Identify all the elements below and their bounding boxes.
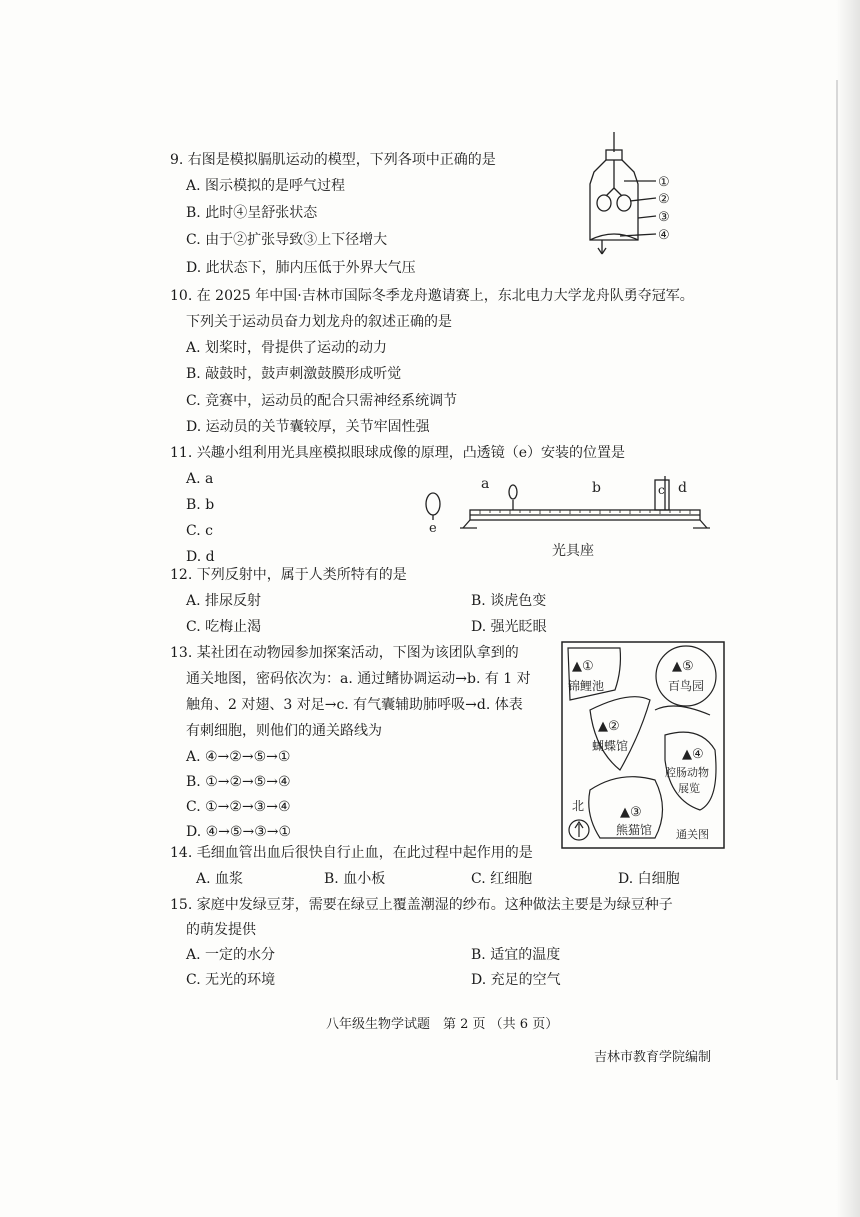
q13-zoo-map — [560, 640, 726, 850]
q13-stem-line3: 触角、2 对翅、3 对足→c. 有气囊辅助肺呼吸→d. 体表 — [186, 697, 523, 713]
q10-option-c: C. 竞赛中，运动员的配合只需神经系统调节 — [186, 393, 458, 409]
q11-option-a: A. a — [186, 471, 214, 487]
q11-position-d: d — [678, 480, 687, 496]
q12-option-d: D. 强光眨眼 — [471, 619, 547, 635]
q9-option-b: B. 此时④呈舒张状态 — [186, 205, 318, 221]
q11-optical-bench-figure — [415, 462, 715, 572]
q11-position-a: a — [481, 476, 490, 492]
q15-stem-line2: 的萌发提供 — [186, 922, 256, 938]
q15-option-b: B. 适宜的温度 — [471, 947, 561, 963]
q14-option-c: C. 红细胞 — [471, 871, 533, 887]
q11-stem: 11. 兴趣小组利用光具座模拟眼球成像的原理，凸透镜（e）安装的位置是 — [170, 445, 625, 461]
q15-stem-line1: 15. 家庭中发绿豆芽，需要在绿豆上覆盖潮湿的纱布。这种做法主要是为绿豆种子 — [170, 897, 673, 913]
q10-option-a: A. 划桨时，骨提供了运动的动力 — [186, 340, 388, 356]
q13-map-area-1: 锦鲤池 — [568, 679, 605, 693]
q15-option-a: A. 一定的水分 — [186, 947, 276, 963]
q15-option-c: C. 无光的环境 — [186, 972, 276, 988]
q11-option-d: D. d — [186, 549, 215, 565]
q15-option-d: D. 充足的空气 — [471, 972, 561, 988]
q9-figure-label-2: ② — [658, 192, 670, 207]
q14-option-a: A. 血浆 — [196, 871, 244, 887]
q14-stem: 14. 毛细血管出血后很快自行止血，在此过程中起作用的是 — [170, 845, 533, 861]
q13-map-area-5: 百鸟园 — [668, 679, 705, 693]
q11-option-b: B. b — [186, 497, 215, 513]
page-footer-center: 八年级生物学试题 第 2 页 （共 6 页） — [326, 1017, 559, 1032]
q13-map-area-4-line1: 腔肠动物 — [665, 766, 709, 779]
q12-option-a: A. 排尿反射 — [186, 593, 262, 609]
q12-stem: 12. 下列反射中，属于人类所特有的是 — [170, 567, 407, 583]
q13-map-title: 通关图 — [676, 828, 709, 841]
q13-map-marker-4: ▲④ — [682, 747, 704, 762]
q13-option-c: C. ①→②→③→④ — [186, 799, 291, 815]
q13-map-marker-1: ▲① — [572, 659, 594, 674]
q10-option-b: B. 敲鼓时，鼓声刺激鼓膜形成听觉 — [186, 366, 402, 382]
q13-map-area-4-line2: 展览 — [678, 782, 700, 795]
q13-map-area-3: 熊猫馆 — [616, 823, 653, 837]
q9-figure-label-1: ① — [658, 175, 670, 190]
q11-option-c: C. c — [186, 523, 213, 539]
q9-option-c: C. 由于②扩张导致③上下径增大 — [186, 232, 388, 248]
q11-lens-label-e: e — [429, 521, 437, 536]
q9-figure-label-3: ③ — [658, 210, 670, 225]
q11-position-b: b — [592, 480, 601, 496]
q9-option-a: A. 图示模拟的是呼气过程 — [186, 178, 346, 194]
q14-option-b: B. 血小板 — [324, 871, 386, 887]
page-footer-right: 吉林市教育学院编制 — [594, 1050, 712, 1065]
q13-stem-line2: 通关地图，密码依次为：a. 通过鳍协调运动→b. 有 1 对 — [186, 671, 531, 687]
q13-map-marker-3: ▲③ — [620, 805, 642, 820]
scan-edge-line — [836, 80, 838, 1080]
q10-stem-line1: 10. 在 2025 年中国·吉林市国际冬季龙舟邀请赛上，东北电力大学龙舟队勇夺冠军。 — [170, 288, 694, 304]
q10-option-d: D. 运动员的关节囊较厚，关节牢固性强 — [186, 419, 430, 435]
q14-option-d: D. 白细胞 — [618, 871, 680, 887]
q11-figure-caption: 光具座 — [552, 543, 594, 559]
q9-figure-label-4: ④ — [658, 228, 670, 243]
q9-stem: 9. 右图是模拟膈肌运动的模型，下列各项中正确的是 — [170, 152, 496, 168]
q13-stem-line4: 有刺细胞，则他们的通关路线为 — [186, 723, 382, 739]
q9-diaphragm-model-figure — [580, 128, 690, 268]
q12-option-c: C. 吃梅止渴 — [186, 619, 262, 635]
scan-edge-shadow — [836, 0, 860, 1217]
q13-option-b: B. ①→②→⑤→④ — [186, 774, 291, 790]
q9-option-d: D. 此状态下，肺内压低于外界大气压 — [186, 260, 416, 276]
q13-option-a: A. ④→②→⑤→① — [186, 749, 291, 765]
q13-map-marker-2: ▲② — [598, 719, 620, 734]
q13-map-marker-5: ▲⑤ — [672, 659, 694, 674]
q12-option-b: B. 谈虎色变 — [471, 593, 547, 609]
q13-option-d: D. ④→⑤→③→① — [186, 824, 292, 840]
q13-stem-line1: 13. 某社团在动物园参加探案活动，下图为该团队拿到的 — [170, 645, 519, 661]
q13-map-north-label: 北 — [572, 799, 585, 813]
q10-stem-line2: 下列关于运动员奋力划龙舟的叙述正确的是 — [186, 314, 452, 330]
q11-position-c: c — [658, 483, 665, 497]
q13-map-area-2: 蝴蝶馆 — [592, 739, 629, 753]
